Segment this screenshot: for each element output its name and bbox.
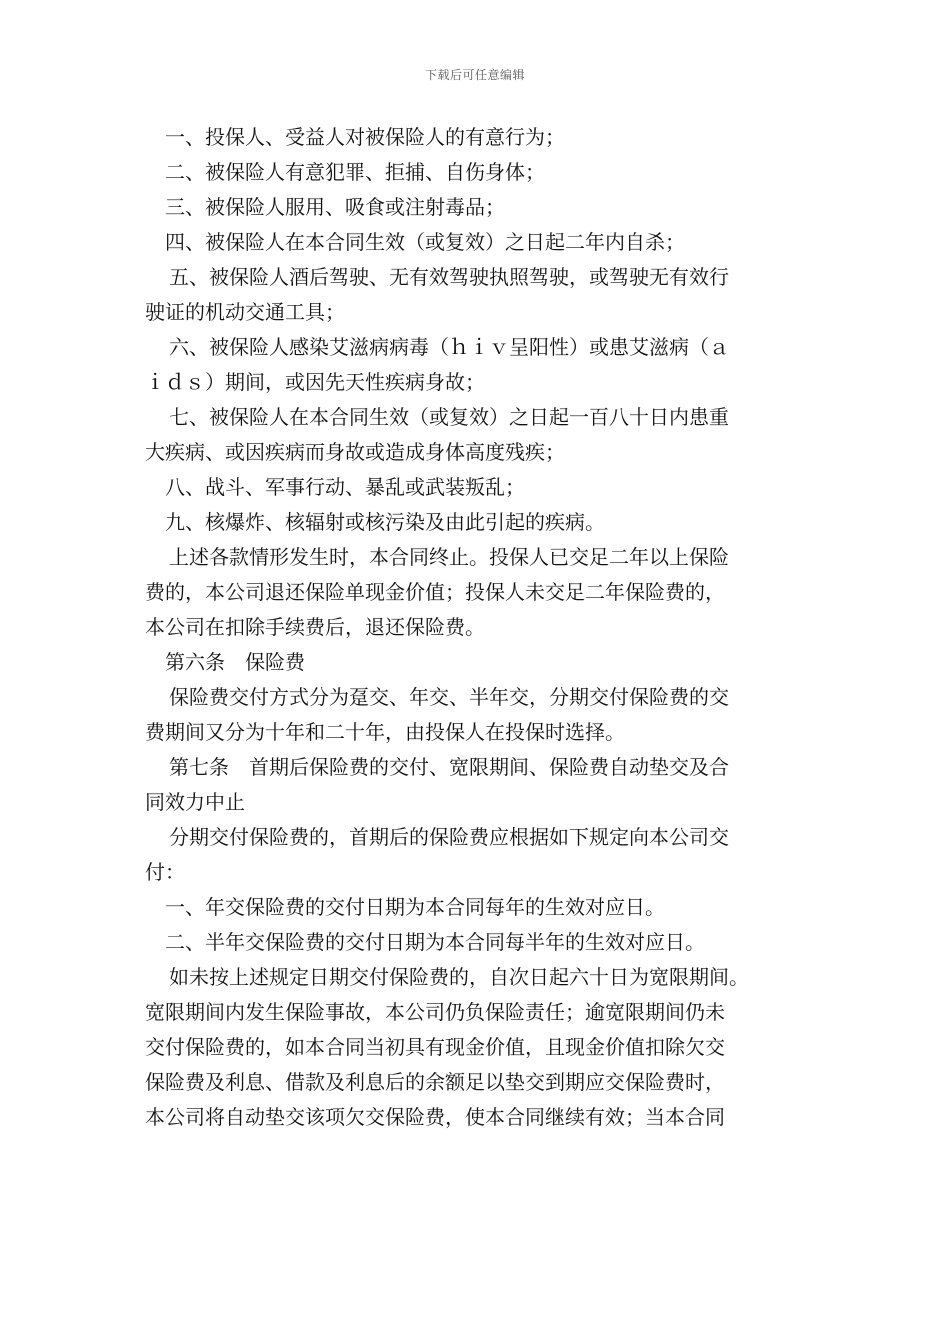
- text-line: 八、战斗、军事行动、暴乱或武装叛乱；: [165, 475, 525, 499]
- text-line: 四、被保险人在本合同生效（或复效）之日起二年内自杀；: [165, 230, 685, 254]
- text-line: 五、被保险人酒后驾驶、无有效驾驶执照驾驶，或驾驶无有效行: [169, 265, 729, 289]
- text-line: 一、投保人、受益人对被保险人的有意行为；: [165, 125, 565, 149]
- text-line: 如未按上述规定日期交付保险费的，自次日起六十日为宽限期间。: [169, 965, 749, 989]
- text-line: 费的，本公司退还保险单现金价值；投保人未交足二年保险费的，: [145, 580, 725, 604]
- document-body: [145, 120, 825, 1135]
- text-line: 驶证的机动交通工具；: [145, 300, 345, 324]
- text-line: 本公司在扣除手续费后，退还保险费。: [145, 615, 485, 639]
- text-line: 本公司将自动垫交该项欠交保险费，使本合同继续有效；当本合同: [145, 1105, 725, 1129]
- text-line: 第七条 首期后保险费的交付、宽限期间、保险费自动垫交及合: [169, 755, 729, 779]
- text-line: 交付保险费的，如本合同当初具有现金价值，且现金价值扣除欠交: [145, 1035, 725, 1059]
- text-line: 二、半年交保险费的交付日期为本合同每半年的生效对应日。: [165, 930, 705, 954]
- text-line: 一、年交保险费的交付日期为本合同每年的生效对应日。: [165, 895, 665, 919]
- page-header-note: 下载后可任意编辑: [424, 68, 525, 82]
- text-line: 九、核爆炸、核辐射或核污染及由此引起的疾病。: [165, 510, 605, 534]
- text-line: 付：: [145, 860, 185, 884]
- text-line: 宽限期间内发生保险事故，本公司仍负保险责任；逾宽限期间仍未: [145, 1000, 725, 1024]
- text-line: 七、被保险人在本合同生效（或复效）之日起一百八十日内患重: [169, 405, 729, 429]
- text-line: 第六条 保险费: [165, 650, 305, 674]
- text-line: 二、被保险人有意犯罪、拒捕、自伤身体；: [165, 160, 545, 184]
- text-line: 上述各款情形发生时，本合同终止。投保人已交足二年以上保险: [169, 545, 729, 569]
- text-line: ｉｄｓ）期间，或因先天性疾病身故；: [145, 370, 485, 394]
- text-line: 保险费交付方式分为趸交、年交、半年交，分期交付保险费的交: [169, 685, 729, 709]
- text-line: 费期间又分为十年和二十年，由投保人在投保时选择。: [145, 720, 625, 744]
- text-line: 大疾病、或因疾病而身故或造成身体高度残疾；: [145, 440, 565, 464]
- text-line: 六、被保险人感染艾滋病病毒（ｈｉｖ呈阳性）或患艾滋病（ａ: [169, 335, 729, 359]
- text-line: 同效力中止: [145, 790, 245, 814]
- text-line: 分期交付保险费的，首期后的保险费应根据如下规定向本公司交: [169, 825, 729, 849]
- text-line: 保险费及利息、借款及利息后的余额足以垫交到期应交保险费时，: [145, 1070, 725, 1094]
- text-line: 三、被保险人服用、吸食或注射毒品；: [165, 195, 505, 219]
